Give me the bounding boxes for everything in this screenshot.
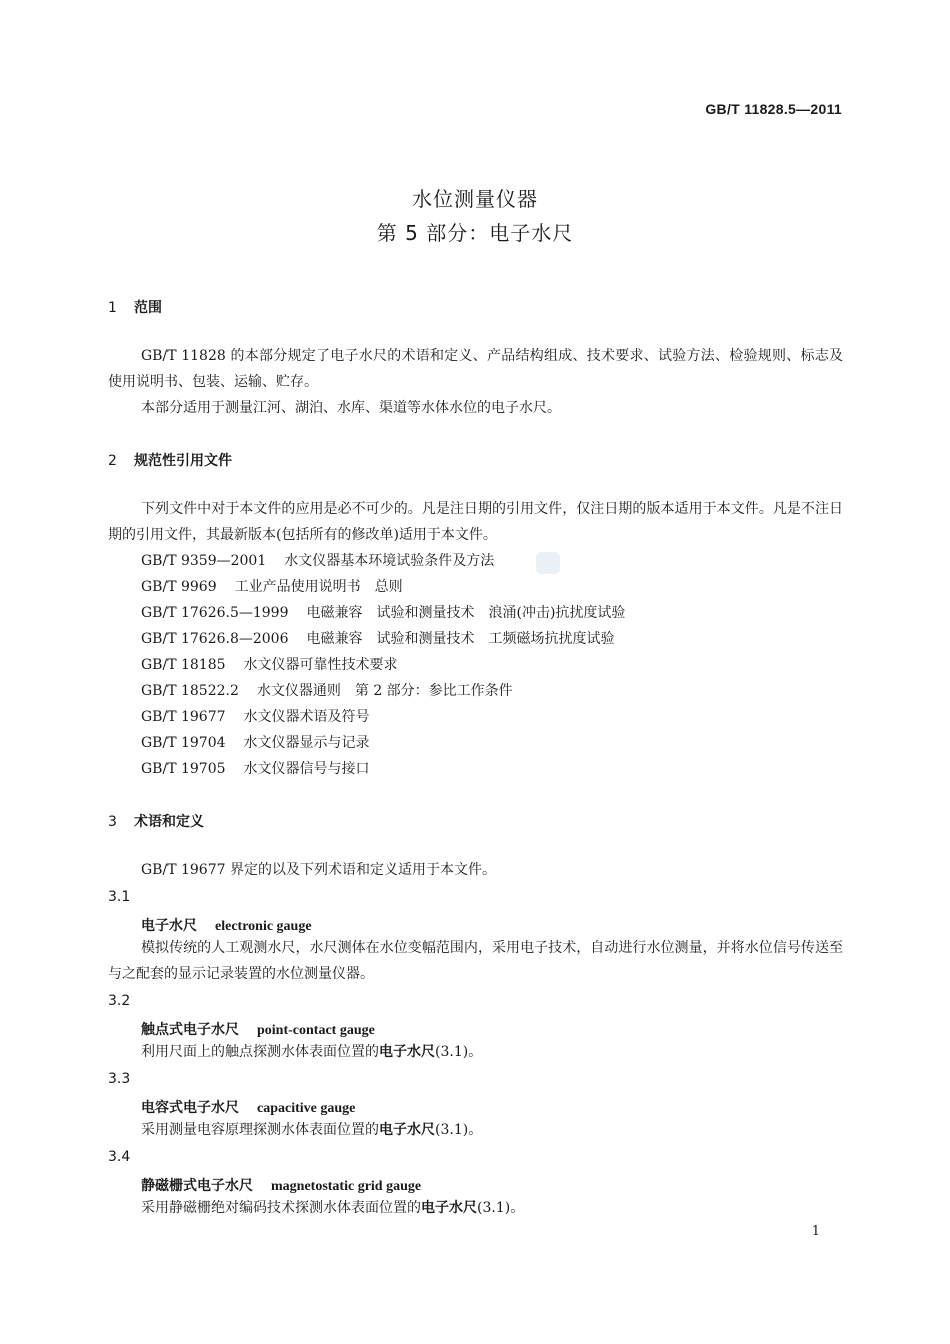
reference-title: 水文仪器术语及符号 <box>243 709 370 725</box>
section-heading-scope <box>108 297 162 317</box>
term-zh: 电容式电子水尺 <box>141 1100 239 1116</box>
term-en: magnetostatic grid gauge <box>271 1179 422 1194</box>
references-intro: 下列文件中对于本文件的应用是必不可少的。凡是注日期的引用文件，仅注日期的版本适用于本文件。凡是不注日期的引用文件，其最新版本(包括所有的修改单)适用于本文件。 <box>108 501 843 543</box>
section-number: 3 <box>108 814 117 830</box>
section-heading-terms <box>108 811 204 831</box>
reference-code: GB/T 18522.2 <box>141 683 239 699</box>
reference-code: GB/T 19677 <box>141 709 226 725</box>
terms-intro: GB/T 19677 界定的以及下列术语和定义适用于本文件。 <box>141 862 496 878</box>
reference-title: 水文仪器显示与记录 <box>243 735 370 751</box>
clause-number: 3.3 <box>108 1071 131 1087</box>
term-en: electronic gauge <box>215 919 312 934</box>
document-title: 水位测量仪器 <box>412 187 538 211</box>
document-subtitle: 第 5 部分：电子水尺 <box>376 221 574 245</box>
term-entry <box>141 1097 355 1117</box>
standard-code: GB/T 11828.5—2011 <box>705 101 842 117</box>
section-number: 1 <box>108 300 117 316</box>
reference-title: 水文仪器信号与接口 <box>243 761 370 777</box>
reference-code: GB/T 9359—2001 <box>141 553 267 569</box>
reference-item <box>141 704 370 730</box>
reference-item <box>141 652 398 678</box>
term-zh: 电子水尺 <box>141 918 197 934</box>
term-entry <box>141 915 312 935</box>
reference-code: GB/T 18185 <box>141 657 226 673</box>
definition-text: 利用尺面上的触点探测水体表面位置的 <box>141 1044 379 1060</box>
section-title: 范围 <box>134 300 162 316</box>
page-number: 1 <box>811 1224 820 1239</box>
clause-number: 3.2 <box>108 993 131 1009</box>
referenced-clause: (3.1)。 <box>477 1200 525 1216</box>
reference-code: GB/T 17626.8—2006 <box>141 631 289 647</box>
scope-paragraph-1: GB/T 11828 的本部分规定了电子水尺的术语和定义、产品结构组成、技术要求、试验方法、检验规则、标志及使用说明书、包装、运输、贮存。 <box>108 348 843 390</box>
reference-item <box>141 756 370 782</box>
term-entry <box>141 1175 421 1195</box>
scope-paragraph-2: 本部分适用于测量江河、湖泊、水库、渠道等水体水位的电子水尺。 <box>141 400 561 416</box>
referenced-clause: (3.1)。 <box>435 1044 483 1060</box>
referenced-clause: (3.1)。 <box>435 1122 483 1138</box>
definition-text: 采用测量电容原理探测水体表面位置的 <box>141 1122 379 1138</box>
definition-text: 采用静磁栅绝对编码技术探测水体表面位置的 <box>141 1200 421 1216</box>
reference-item <box>141 548 494 574</box>
term-zh: 静磁栅式电子水尺 <box>141 1178 253 1194</box>
clause-number: 3.1 <box>108 889 131 905</box>
reference-item <box>141 678 513 704</box>
clause-number: 3.4 <box>108 1149 131 1165</box>
reference-code: GB/T 19704 <box>141 735 226 751</box>
term-definition: 模拟传统的人工观测水尺，水尺测体在水位变幅范围内，采用电子技术，自动进行水位测量，并将水位信号传送至与之配套的显示记录装置的水位测量仪器。 <box>108 940 843 982</box>
term-en: point-contact gauge <box>257 1023 375 1038</box>
section-number: 2 <box>108 453 117 469</box>
reference-title: 水文仪器基本环境试验条件及方法 <box>284 553 495 569</box>
referenced-term: 电子水尺 <box>421 1200 477 1216</box>
reference-code: GB/T 9969 <box>141 579 217 595</box>
term-definition <box>141 1039 482 1065</box>
reference-title: 电磁兼容 试验和测量技术 工频磁场抗扰度试验 <box>306 631 615 647</box>
term-entry <box>141 1019 375 1039</box>
reference-item <box>141 626 615 652</box>
reference-title: 水文仪器可靠性技术要求 <box>243 657 398 673</box>
reference-title: 工业产品使用说明书 总则 <box>234 579 403 595</box>
term-definition <box>141 1117 482 1143</box>
section-title: 规范性引用文件 <box>134 453 232 469</box>
term-en: capacitive gauge <box>257 1101 356 1116</box>
reference-code: GB/T 19705 <box>141 761 226 777</box>
term-zh: 触点式电子水尺 <box>141 1022 239 1038</box>
reference-item <box>141 730 370 756</box>
reference-title: 电磁兼容 试验和测量技术 浪涌(冲击)抗扰度试验 <box>306 605 626 621</box>
reference-title: 水文仪器通则 第 2 部分：参比工作条件 <box>256 683 513 699</box>
section-title: 术语和定义 <box>134 814 204 830</box>
term-definition <box>141 1195 524 1221</box>
watermark-logo <box>536 552 560 574</box>
reference-code: GB/T 17626.5—1999 <box>141 605 289 621</box>
referenced-term: 电子水尺 <box>379 1122 435 1138</box>
referenced-term: 电子水尺 <box>379 1044 435 1060</box>
section-heading-normative-references <box>108 450 232 470</box>
reference-item <box>141 574 403 600</box>
reference-item <box>141 600 625 626</box>
